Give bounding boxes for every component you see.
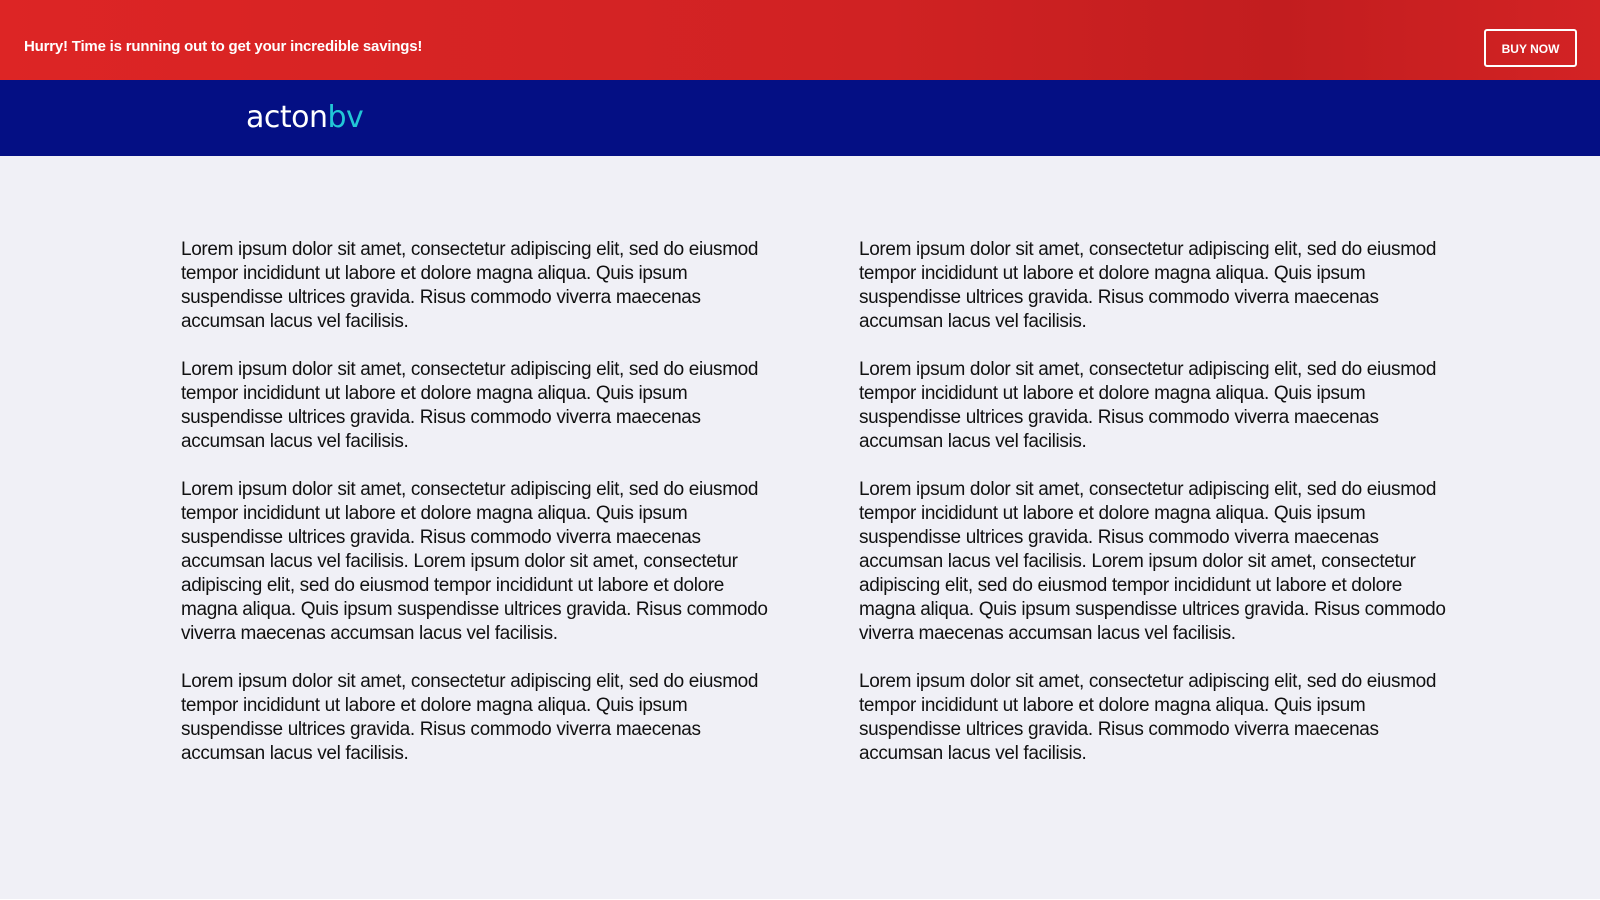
promo-message: Hurry! Time is running out to get your incredible savings! [24, 38, 423, 55]
logo-text-main: acton [246, 100, 328, 135]
site-header [0, 80, 1600, 156]
text-paragraph: Lorem ipsum dolor sit amet, consectetur adipiscing elit, sed do eiusmod tempor incididunt ut labore et dolore magna aliqua. Quis ipsum suspendisse ultrices gravida. Risus commodo viverra maecenas accumsan lacus vel facilisis. [181, 671, 759, 764]
left-text-column [181, 238, 781, 766]
brand-logo[interactable] [246, 100, 363, 136]
text-paragraph: Lorem ipsum dolor sit amet, consectetur adipiscing elit, sed do eiusmod tempor incididunt ut labore et dolore magna aliqua. Quis ipsum suspendisse ultrices gravida. Risus commodo viverra maecenas accumsan lacus vel facilisis. [181, 239, 759, 332]
text-paragraph: Lorem ipsum dolor sit amet, consectetur adipiscing elit, sed do eiusmod tempor incididunt ut labore et dolore magna aliqua. Quis ipsum suspendisse ultrices gravida. Risus commodo viverra maecenas accumsan lacus vel facilisis. [181, 359, 759, 452]
text-paragraph: Lorem ipsum dolor sit amet, consectetur adipiscing elit, sed do eiusmod tempor incididunt ut labore et dolore magna aliqua. Quis ipsum suspendisse ultrices gravida. Risus commodo viverra maecenas accumsan lacus vel facilisis. [859, 239, 1437, 332]
logo-text-accent: bv [327, 100, 364, 135]
text-paragraph: Lorem ipsum dolor sit amet, consectetur adipiscing elit, sed do eiusmod tempor incididunt ut labore et dolore magna aliqua. Quis ipsum suspendisse ultrices gravida. Risus commodo viverra maecenas accumsan lacus vel facilisis. [859, 359, 1437, 452]
main-content [0, 156, 1600, 900]
text-paragraph: Lorem ipsum dolor sit amet, consectetur adipiscing elit, sed do eiusmod tempor incididunt ut labore et dolore magna aliqua. Quis ipsum suspendisse ultrices gravida. Risus commodo viverra maecenas accumsan lacus vel facilisis. Lorem ipsum dolor sit amet, consectetur adipiscing elit, sed do eiusmod tempor incididunt ut labore et dolore magna aliqua. Quis ipsum suspendisse ultrices gravida. Risus commodo viverra maecenas accumsan lacus vel facilisis. [181, 479, 768, 644]
right-text-column [859, 238, 1459, 766]
buy-now-button[interactable]: BUY NOW [1484, 29, 1577, 67]
promo-banner [0, 0, 1600, 80]
text-paragraph: Lorem ipsum dolor sit amet, consectetur adipiscing elit, sed do eiusmod tempor incididunt ut labore et dolore magna aliqua. Quis ipsum suspendisse ultrices gravida. Risus commodo viverra maecenas accumsan lacus vel facilisis. [859, 671, 1437, 764]
text-paragraph: Lorem ipsum dolor sit amet, consectetur adipiscing elit, sed do eiusmod tempor incididunt ut labore et dolore magna aliqua. Quis ipsum suspendisse ultrices gravida. Risus commodo viverra maecenas accumsan lacus vel facilisis. Lorem ipsum dolor sit amet, consectetur adipiscing elit, sed do eiusmod tempor incididunt ut labore et dolore magna aliqua. Quis ipsum suspendisse ultrices gravida. Risus commodo viverra maecenas accumsan lacus vel facilisis. [859, 479, 1446, 644]
